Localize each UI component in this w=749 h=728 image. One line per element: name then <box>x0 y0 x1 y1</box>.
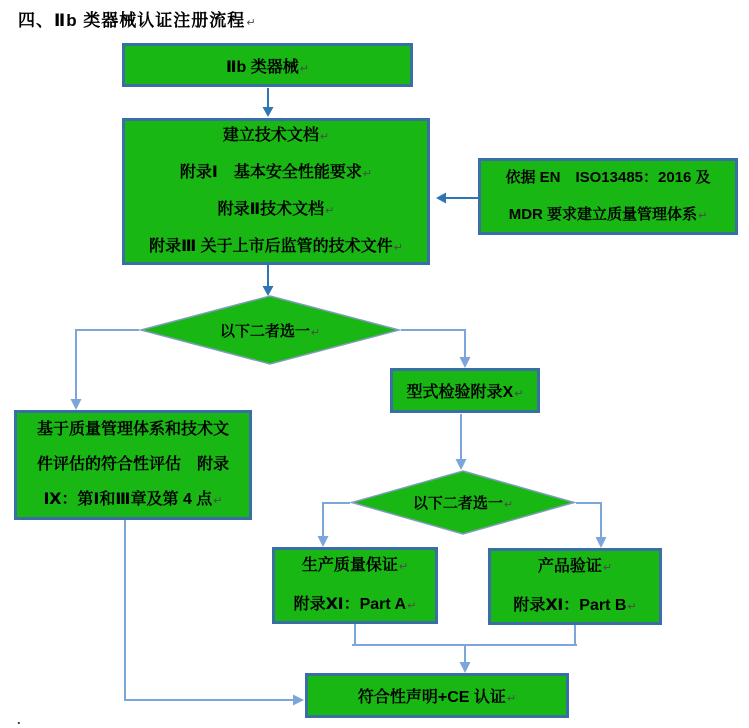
paragraph-return-mark: ↵ <box>310 326 321 339</box>
node-tech-doc <box>122 118 430 265</box>
node-production-qa <box>272 547 438 624</box>
paragraph-return-mark: ↵ <box>627 600 637 613</box>
decision1-label <box>220 320 320 341</box>
type-test-text: 型式检验附录X <box>406 384 514 401</box>
paragraph-return-mark: ↵ <box>246 17 257 29</box>
paragraph-return-mark: ↵ <box>398 560 409 573</box>
paragraph-return-mark: ↵ <box>319 130 330 143</box>
production-qa-line-text: 附录Ⅺ：Part A <box>293 595 407 613</box>
paragraph-return-mark: ↵ <box>393 241 403 254</box>
tech-doc-line-text: 附录Ⅰ 基本安全性能要求 <box>179 163 362 181</box>
node-device-class-label <box>226 54 309 77</box>
node-device-class-text: Ⅱb 类器械 <box>226 58 299 76</box>
node-ce-declaration <box>305 673 569 718</box>
annex-ix-line-text: 件评估的符合性评估 附录 <box>36 455 229 473</box>
tech-doc-line-text: 附录Ⅲ 关于上市后监管的技术文件 <box>149 237 393 255</box>
ce-declaration-label <box>358 684 516 707</box>
paragraph-return-mark: ↵ <box>362 167 373 180</box>
tech-doc-line <box>223 118 329 155</box>
production-qa-line-text: 生产质量保证 <box>301 556 398 574</box>
node-annex-ix <box>14 410 252 520</box>
tech-doc-line <box>180 155 372 192</box>
arrow-decision2-to-product-verification <box>576 503 601 538</box>
decision2-label <box>413 492 513 513</box>
tech-doc-line <box>218 192 335 229</box>
production-qa-line <box>302 547 408 586</box>
tech-doc-line-text: 建立技术文档 <box>222 126 319 144</box>
type-test-label <box>407 379 524 402</box>
arrowhead-device-to-techdoc <box>263 107 274 117</box>
product-verification-line <box>538 548 612 587</box>
qms-line <box>509 196 708 235</box>
paragraph-return-mark: ↵ <box>503 499 514 511</box>
node-qms <box>478 158 738 235</box>
tech-doc-line <box>149 229 403 266</box>
page-title <box>18 6 257 31</box>
product-verification-line-text: 产品验证 <box>537 557 602 575</box>
annex-ix-line <box>43 482 222 519</box>
node-product-verification <box>488 548 662 625</box>
node-device-class <box>122 43 413 87</box>
arrowhead-type-test-to-decision2 <box>456 459 467 470</box>
arrow-decision2-to-production-qa <box>323 503 350 537</box>
arrowhead-merge-to-ce <box>460 662 471 673</box>
paragraph-return-mark: ↵ <box>698 209 708 222</box>
qms-line <box>505 159 710 196</box>
arrow-decision1-to-annex-ix <box>76 330 139 400</box>
arrowhead-decision1-to-type-test <box>460 357 471 368</box>
paragraph-return-mark: ↵ <box>602 561 613 574</box>
ce-declaration-text: 符合性声明+CE 认证 <box>357 689 506 706</box>
paragraph-return-mark: ↵ <box>506 693 517 705</box>
paragraph-return-mark: ↵ <box>299 62 309 75</box>
tech-doc-line-text: 附录Ⅱ技术文档 <box>217 200 325 218</box>
arrowhead-decision1-to-annex-ix <box>71 399 82 410</box>
annex-ix-line <box>37 412 229 447</box>
annex-ix-line-text: 基于质量管理体系和技术文 <box>36 420 229 438</box>
qms-line-text: MDR 要求建立质量管理体系 <box>508 205 698 223</box>
page-title-text: 四、Ⅱb 类器械认证注册流程 <box>18 11 246 30</box>
arrow-annex-ix-to-ce <box>125 520 294 700</box>
paragraph-return-mark: ↵ <box>325 204 335 217</box>
arrowhead-decision2-to-product-verification <box>596 537 607 548</box>
annex-ix-line-text: Ⅸ：第Ⅰ和Ⅲ章及第 4 点 <box>43 490 213 508</box>
arrowhead-decision2-to-production-qa <box>318 536 329 547</box>
arrow-decision1-to-type-test <box>401 330 465 358</box>
paragraph-return-mark: ↵ <box>514 388 524 400</box>
production-qa-line <box>294 586 417 625</box>
page-artifact-dot: . <box>17 712 21 727</box>
product-verification-line-text: 附录Ⅺ：Part B <box>513 596 627 614</box>
paragraph-return-mark: ↵ <box>213 494 223 507</box>
paragraph-return-mark: ↵ <box>407 599 417 612</box>
decision1-text: 以下二者选一 <box>219 322 310 340</box>
decision2-text: 以下二者选一 <box>412 495 503 512</box>
qms-line-text: 依据 EN ISO13485：2016 及 <box>505 168 711 186</box>
decision-choose-one-2 <box>350 470 576 535</box>
annex-ix-line <box>37 447 229 482</box>
product-verification-line <box>513 587 636 626</box>
node-type-test <box>390 368 540 413</box>
arrowhead-qms-to-techdoc <box>436 193 446 204</box>
decision-choose-one-1 <box>139 295 401 365</box>
arrowhead-annex-ix-to-ce <box>293 695 304 706</box>
